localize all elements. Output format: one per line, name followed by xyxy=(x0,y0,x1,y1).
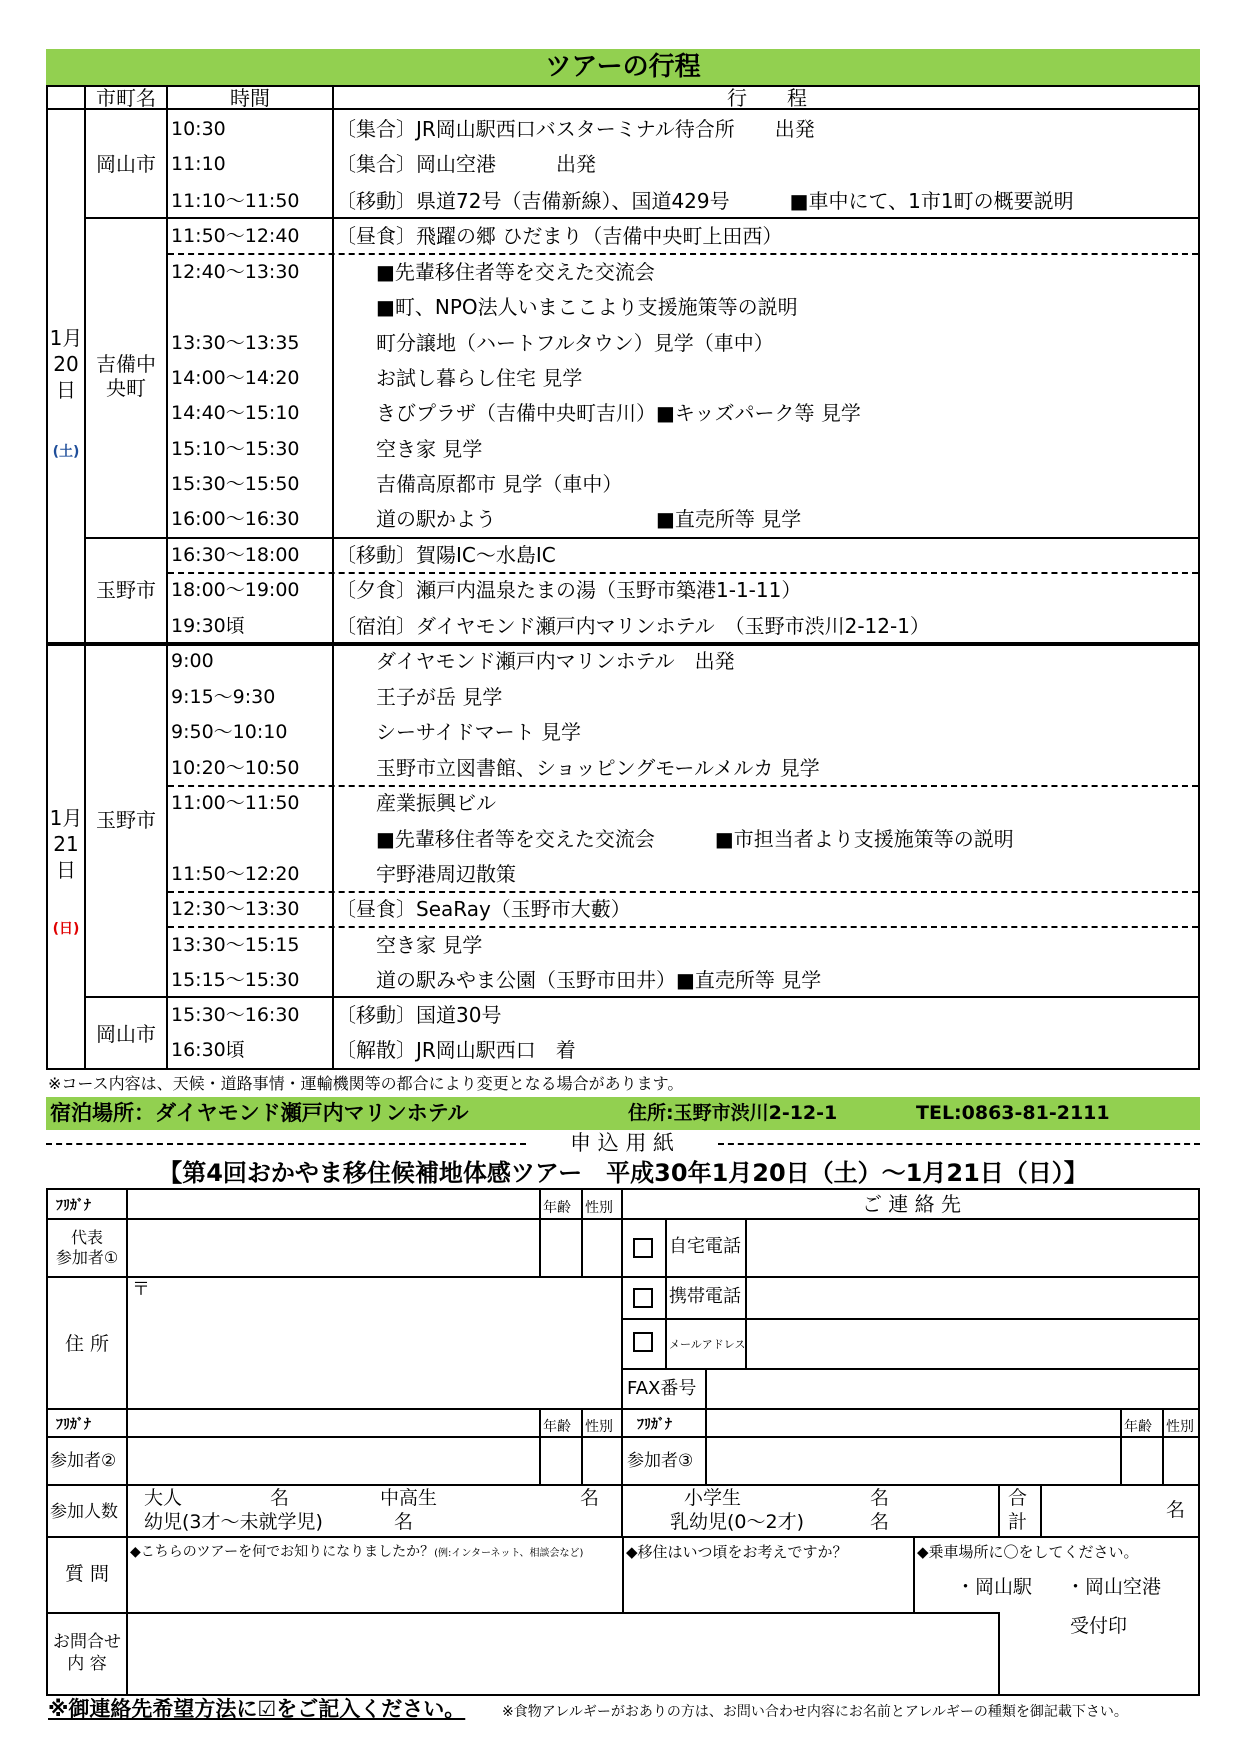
total-input[interactable] xyxy=(1042,1486,1152,1534)
infant-unit: 名 xyxy=(870,1511,890,1533)
email-input[interactable] xyxy=(747,1320,1199,1368)
station-airport[interactable]: ・岡山空港 xyxy=(1066,1576,1162,1598)
total-label-1: 合 xyxy=(1008,1487,1028,1509)
row-schedule: 〔集合〕JR岡山駅西口バスターミナル待合所 出発 xyxy=(336,117,815,141)
age-label-1: 年齢 xyxy=(543,1200,571,1216)
row-time: 11:10 xyxy=(171,153,226,175)
home-phone-input[interactable] xyxy=(747,1220,1199,1276)
header-time: 時間 xyxy=(230,86,270,110)
city-kibichuo: 吉備中央町 xyxy=(96,352,156,400)
day2-weekday: (日) xyxy=(52,921,80,937)
row-time: 9:15〜9:30 xyxy=(171,686,276,708)
adult-unit: 名 xyxy=(270,1487,290,1509)
row-time: 10:20〜10:50 xyxy=(171,757,300,779)
sex-label-3: 性別 xyxy=(1166,1419,1194,1435)
rep-age-input[interactable] xyxy=(541,1220,581,1276)
row-schedule: ■町、NPO法人いまここより支援施策等の説明 xyxy=(336,295,798,319)
mobile-phone-label: 携帯電話 xyxy=(669,1286,741,1307)
participant3-label: 参加者③ xyxy=(627,1451,694,1471)
row-schedule: ■先輩移住者等を交えた交流会 xyxy=(336,260,655,284)
row-schedule: 産業振興ビル xyxy=(336,791,496,815)
address-label: 住 所 xyxy=(64,1333,110,1355)
rep-sex-input[interactable] xyxy=(583,1220,621,1276)
row-schedule: 〔移動〕賀陽IC〜水島IC xyxy=(336,543,556,567)
highschool-label: 中高生 xyxy=(380,1487,438,1509)
elementary-unit: 名 xyxy=(870,1487,890,1509)
row-time: 11:50〜12:20 xyxy=(171,863,300,885)
row-schedule: 〔解散〕JR岡山駅西口 着 xyxy=(336,1038,576,1062)
question-label: 質 問 xyxy=(64,1563,110,1585)
elementary-label: 小学生 xyxy=(684,1487,742,1509)
row-time: 16:00〜16:30 xyxy=(171,508,300,530)
home-phone-checkbox[interactable] xyxy=(633,1238,653,1258)
mobile-phone-checkbox[interactable] xyxy=(633,1288,653,1308)
home-phone-label: 自宅電話 xyxy=(669,1236,741,1257)
row-time: 10:30 xyxy=(171,118,226,140)
itinerary-title: ツアーの行程 xyxy=(545,52,701,82)
row-time: 9:00 xyxy=(171,650,214,672)
header-schedule: 行 程 xyxy=(727,86,807,110)
row-schedule: ダイヤモンド瀬戸内マリンホテル 出発 xyxy=(336,649,735,673)
participant2-label: 参加者② xyxy=(50,1451,117,1471)
highschool-unit: 名 xyxy=(580,1487,600,1509)
footer-contact-note: ※御連絡先希望方法に☑をご記入ください。 xyxy=(48,1697,466,1721)
furigana-label-2: ﾌﾘｶﾞﾅ xyxy=(56,1417,91,1433)
row-time: 14:00〜14:20 xyxy=(171,367,300,389)
form-tour-title: 【第4回おかやま移住候補地体感ツアー 平成30年1月20日（土）〜1月21日（日）】 xyxy=(158,1159,1088,1187)
question2: ◆移住はいつ頃をお考えですか？ xyxy=(626,1543,848,1561)
day2-date: 1月21日 xyxy=(49,806,83,882)
row-time: 11:00〜11:50 xyxy=(171,792,300,814)
participant3-name-input[interactable] xyxy=(707,1438,1119,1484)
row-time: 13:30〜15:15 xyxy=(171,934,300,956)
fax-label: FAX番号 xyxy=(627,1378,697,1399)
hotel-tel: TEL:0863-81-2111 xyxy=(916,1102,1110,1124)
city-tamano-2: 玉野市 xyxy=(96,808,156,832)
row-time: 15:15〜15:30 xyxy=(171,969,300,991)
mobile-phone-input[interactable] xyxy=(747,1278,1199,1318)
sex-label-2: 性別 xyxy=(585,1419,613,1435)
row-time: 18:00〜19:00 xyxy=(171,579,300,601)
row-time: 12:30〜13:30 xyxy=(171,898,300,920)
row-schedule: 道の駅みやま公園（玉野市田井）■直売所等 見学 xyxy=(336,968,822,992)
age-label-2: 年齢 xyxy=(543,1419,571,1435)
infant-label: 乳幼児(0〜2才) xyxy=(670,1511,805,1533)
row-schedule: 王子が岳 見学 xyxy=(336,685,503,709)
contact-header: ご 連 絡 先 xyxy=(861,1192,962,1216)
row-time: 16:30〜18:00 xyxy=(171,544,300,566)
course-note: ※コース内容は、天候・道路事情・運輸機関等の都合により変更となる場合があります。 xyxy=(48,1074,684,1093)
inquiry-label-2: 内 容 xyxy=(67,1654,107,1674)
total-unit: 名 xyxy=(1166,1499,1186,1521)
day1-weekday: (土) xyxy=(52,444,80,460)
hotel-name: 宿泊場所：ダイヤモンド瀬戸内マリンホテル xyxy=(50,1101,469,1125)
station-okayama[interactable]: ・岡山駅 xyxy=(956,1576,1033,1598)
email-checkbox[interactable] xyxy=(633,1332,653,1352)
row-schedule: 吉備高原都市 見学（車中） xyxy=(336,472,623,496)
row-schedule: 〔夕食〕瀬戸内温泉たまの湯（玉野市築港1-1-11） xyxy=(336,578,802,602)
row-time: 15:30〜16:30 xyxy=(171,1004,300,1026)
furigana-label-1: ﾌﾘｶﾞﾅ xyxy=(56,1198,91,1214)
row-time: 11:50〜12:40 xyxy=(171,225,300,247)
row-schedule: きびプラザ（吉備中央町吉川）■キッズパーク等 見学 xyxy=(336,401,861,425)
row-schedule: シーサイドマート 見学 xyxy=(336,720,581,744)
row-time: 12:40〜13:30 xyxy=(171,261,300,283)
adult-label: 大人 xyxy=(144,1487,183,1509)
row-schedule: 〔昼食〕SeaRay（玉野市大藪） xyxy=(336,897,631,921)
total-label-2: 計 xyxy=(1008,1511,1028,1533)
form-section-title: 申 込 用 紙 xyxy=(569,1131,675,1155)
address-input[interactable] xyxy=(128,1278,620,1408)
question1-answer[interactable] xyxy=(128,1560,621,1612)
row-schedule: 〔移動〕県道72号（吉備新線）、国道429号 ■車中にて、1市1町の概要説明 xyxy=(336,189,1074,213)
row-schedule: 〔宿泊〕ダイヤモンド瀬戸内マリンホテル （玉野市渋川2-12-1） xyxy=(336,614,930,638)
question2-answer[interactable] xyxy=(624,1560,912,1612)
question1: ◆こちらのツアーを何でお知りになりましたか？(例:インターネット、相談会など) xyxy=(130,1544,584,1560)
row-time: 14:40〜15:10 xyxy=(171,402,300,424)
city-okayama-2: 岡山市 xyxy=(96,1022,156,1046)
row-schedule: お試し暮らし住宅 見学 xyxy=(336,366,583,390)
rep-label-1: 代表 xyxy=(70,1228,103,1247)
row-time: 16:30頃 xyxy=(171,1039,245,1061)
inquiry-input[interactable] xyxy=(128,1614,998,1696)
row-time: 9:50〜10:10 xyxy=(171,721,288,743)
row-schedule: ■先輩移住者等を交えた交流会 ■市担当者より支援施策等の説明 xyxy=(336,827,1014,851)
rep-name-input[interactable] xyxy=(128,1220,538,1276)
kindergarten-label: 幼児(3才〜未就学児) xyxy=(144,1511,323,1533)
furigana-label-3: ﾌﾘｶﾞﾅ xyxy=(637,1417,672,1433)
row-schedule: 道の駅かよう ■直売所等 見学 xyxy=(336,507,802,531)
row-time: 13:30〜13:35 xyxy=(171,332,300,354)
receipt-stamp-label: 受付印 xyxy=(1070,1615,1128,1637)
question3: ◆乗車場所に〇をしてください。 xyxy=(917,1543,1139,1561)
row-time: 11:10〜11:50 xyxy=(171,190,300,212)
kindergarten-unit: 名 xyxy=(394,1511,414,1533)
fax-input[interactable] xyxy=(707,1370,1199,1408)
hotel-address: 住所:玉野市渋川2-12-1 xyxy=(628,1102,838,1124)
footer-allergy-note: ※食物アレルギーがおありの方は、お問い合わせ内容にお名前とアレルギーの種類を御記載下さい。 xyxy=(502,1704,1128,1720)
header-city: 市町名 xyxy=(96,86,156,110)
row-schedule: 空き家 見学 xyxy=(336,933,483,957)
row-schedule: 空き家 見学 xyxy=(336,437,483,461)
city-okayama-1: 岡山市 xyxy=(96,152,156,176)
row-schedule: 〔移動〕国道30号 xyxy=(336,1003,502,1027)
row-schedule: 町分譲地（ハートフルタウン）見学（車中） xyxy=(336,331,774,355)
email-label: メールアドレス xyxy=(669,1338,746,1351)
postal-mark: 〒 xyxy=(132,1279,150,1300)
row-schedule: 玉野市立図書館、ショッピングモールメルカ 見学 xyxy=(336,756,820,780)
row-time: 15:30〜15:50 xyxy=(171,473,300,495)
count-label: 参加人数 xyxy=(50,1502,118,1522)
rep-label-2: 参加者① xyxy=(55,1248,119,1267)
row-schedule: 〔集合〕岡山空港 出発 xyxy=(336,152,596,176)
row-time: 19:30頃 xyxy=(171,615,245,637)
sex-label-1: 性別 xyxy=(585,1200,613,1216)
city-tamano-1: 玉野市 xyxy=(96,578,156,602)
row-schedule: 宇野港周辺散策 xyxy=(336,862,516,886)
age-label-3: 年齢 xyxy=(1124,1419,1152,1435)
participant2-name-input[interactable] xyxy=(128,1438,538,1484)
inquiry-label-1: お問合せ xyxy=(53,1632,121,1652)
row-schedule: 〔昼食〕飛躍の郷 ひだまり（吉備中央町上田西） xyxy=(336,224,783,248)
row-time: 15:10〜15:30 xyxy=(171,438,300,460)
day1-date: 1月20日 xyxy=(49,326,83,402)
